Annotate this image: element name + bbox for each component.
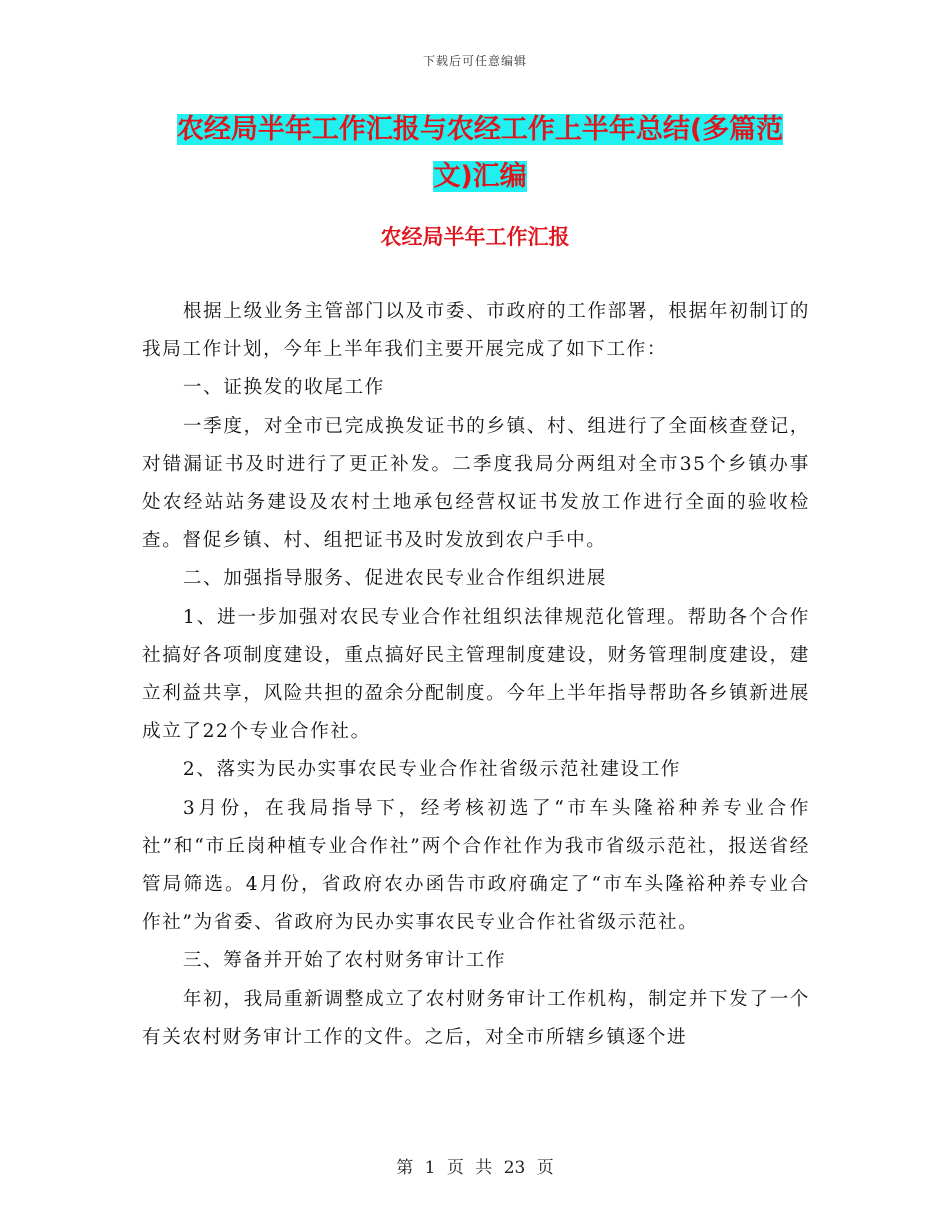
document-title bbox=[140, 106, 820, 200]
paragraph: 根据上级业务主管部门以及市委、市政府的工作部署，根据年初制订的我局工作计划，今年上半年我们主要开展完成了如下工作： bbox=[142, 301, 810, 361]
paragraph: 1、进一步加强对农民专业合作社组织法律规范化管理。帮助各个合作社搞好各项制度建设，重点搞好民主管理制度建设，财务管理制度建设，建立利益共享，风险共担的盈余分配制度。今年上半年指导帮助各乡镇新进展成立了22个专业合作社。 bbox=[142, 606, 810, 743]
document-body bbox=[142, 293, 810, 1057]
paragraph: 一季度，对全市已完成换发证书的乡镇、村、组进行了全面核查登记，对错漏证书及时进行了更正补发。二季度我局分两组对全市35个乡镇办事处农经站站务建设及农村土地承包经营权证书发放工作进行全面的验收检查。督促乡镇、村、组把证书及时发放到农户手中。 bbox=[142, 415, 810, 552]
title-line-2: 文)汇编 bbox=[433, 161, 527, 192]
page-footer: 第 1 页 共 23 页 bbox=[396, 1158, 554, 1178]
section-title: 农经局半年工作汇报 bbox=[380, 225, 570, 249]
paragraph: 二、加强指导服务、促进农民专业合作组织进展 bbox=[182, 568, 607, 590]
header-note: 下载后可任意编辑 bbox=[422, 54, 527, 68]
paragraph: 2、落实为民办实事农民专业合作社省级示范社建设工作 bbox=[182, 759, 681, 781]
paragraph: 三、筹备并开始了农村财务审计工作 bbox=[182, 950, 507, 972]
title-line-1: 农经局半年工作汇报与农经工作上半年总结(多篇范 bbox=[176, 114, 784, 145]
paragraph: 年初，我局重新调整成立了农村财务审计工作机构，制定并下发了一个有关农村财务审计工作的文件。之后，对全市所辖乡镇逐个进 bbox=[142, 988, 810, 1048]
paragraph: 3月份，在我局指导下，经考核初选了“市车头隆裕种养专业合作社”和“市丘岗种植专业合作社”两个合作社作为我市省级示范社，报送省经管局筛选。4月份，省政府农办函告市政府确定了“市车头隆裕种养专业合作社”为省委、省政府为民办实事农民专业合作社省级示范社。 bbox=[142, 797, 810, 934]
paragraph: 一、证换发的收尾工作 bbox=[182, 377, 385, 399]
